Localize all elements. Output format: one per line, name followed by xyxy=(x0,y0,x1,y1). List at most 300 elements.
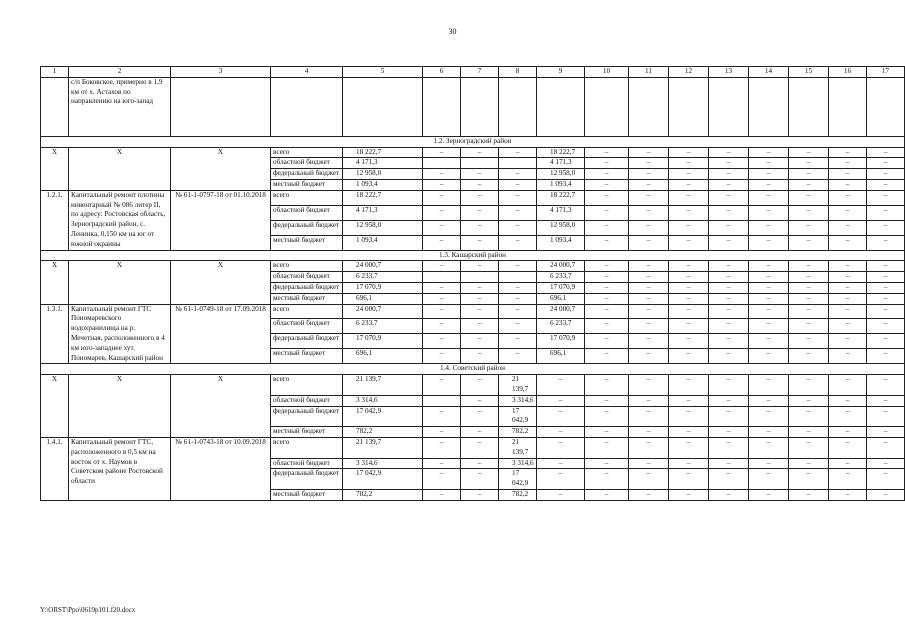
dash-cell: – xyxy=(537,489,585,500)
dash-cell: – xyxy=(867,205,905,220)
dash-cell: – xyxy=(461,261,499,272)
dash-cell: – xyxy=(829,427,867,438)
table-cell xyxy=(829,77,867,136)
value-cell: 18 222,7 xyxy=(537,190,585,205)
dash-cell: – xyxy=(423,261,461,272)
dash-cell: – xyxy=(867,489,905,500)
dash-cell: – xyxy=(749,169,789,180)
dash-cell: – xyxy=(629,293,669,304)
dash-cell: – xyxy=(749,489,789,500)
dash-cell: – xyxy=(669,349,709,364)
dash-cell: – xyxy=(629,179,669,190)
dash-cell: – xyxy=(629,427,669,438)
dash-cell: – xyxy=(709,235,749,250)
dash-cell: – xyxy=(423,319,461,334)
dash-cell: – xyxy=(537,395,585,406)
dash-cell: – xyxy=(537,375,585,396)
dash-cell: – xyxy=(867,375,905,396)
dash-cell: – xyxy=(749,427,789,438)
dash-cell: – xyxy=(867,158,905,169)
row-number-cell: 1.4.1. xyxy=(41,437,69,500)
dash-cell: – xyxy=(829,235,867,250)
dash-cell: – xyxy=(629,469,669,490)
dash-cell: – xyxy=(789,169,829,180)
value-cell: 17 070,9 xyxy=(343,334,423,349)
value-cell: 21 139,7 xyxy=(343,375,423,396)
dash-cell: – xyxy=(829,304,867,319)
value-cell: 1 093,4 xyxy=(343,179,423,190)
dash-cell: – xyxy=(629,406,669,427)
dash-cell: – xyxy=(709,282,749,293)
dash-cell: – xyxy=(669,179,709,190)
dash-cell: – xyxy=(423,220,461,235)
object-name-cell: Х xyxy=(69,375,171,438)
funding-source-cell: всего xyxy=(271,261,343,272)
dash-cell: – xyxy=(629,158,669,169)
dash-cell: – xyxy=(669,293,709,304)
dash-cell: – xyxy=(749,406,789,427)
dash-cell: – xyxy=(829,489,867,500)
funding-source-cell: федеральный бюджет xyxy=(271,469,343,490)
object-name-cell: Капитальный ремонт плотины инвентарный № 086 литер II, по адресу: Ростовская область, Зерноградский район, с. Ленинка, 0,150 км на юг от южной окраины xyxy=(69,190,171,250)
dash-cell: – xyxy=(585,169,629,180)
dash-cell: – xyxy=(867,406,905,427)
dash-cell: – xyxy=(789,158,829,169)
value-cell: 3 314,6 xyxy=(499,458,537,469)
dash-cell: – xyxy=(629,272,669,283)
dash-cell: – xyxy=(461,220,499,235)
row-number-cell: Х xyxy=(41,375,69,438)
dash-cell: – xyxy=(709,437,749,458)
dash-cell: – xyxy=(669,235,709,250)
dash-cell: – xyxy=(789,458,829,469)
dash-cell: – xyxy=(749,220,789,235)
dash-cell: – xyxy=(499,205,537,220)
section-title: 1.2. Зерноградский район xyxy=(41,136,905,147)
dash-cell: – xyxy=(585,272,629,283)
dash-cell: – xyxy=(499,319,537,334)
dash-cell xyxy=(423,272,461,283)
row-number-cell: 1.3.1. xyxy=(41,304,69,364)
dash-cell: – xyxy=(829,437,867,458)
header-cell: 15 xyxy=(789,67,829,78)
value-cell: 24 000,7 xyxy=(537,304,585,319)
dash-cell: – xyxy=(709,334,749,349)
funding-source-cell: федеральный бюджет xyxy=(271,406,343,427)
dash-cell: – xyxy=(669,158,709,169)
table-cell xyxy=(499,77,537,136)
dash-cell: – xyxy=(829,282,867,293)
value-cell: 3 314,6 xyxy=(343,458,423,469)
dash-cell: – xyxy=(709,272,749,283)
value-cell: 782,2 xyxy=(499,489,537,500)
table-cell xyxy=(423,77,461,136)
dash-cell: – xyxy=(669,282,709,293)
dash-cell: – xyxy=(669,147,709,158)
dash-cell: – xyxy=(629,458,669,469)
dash-cell: – xyxy=(709,261,749,272)
dash-cell: – xyxy=(461,489,499,500)
dash-cell: – xyxy=(669,489,709,500)
funding-source-cell: местный бюджет xyxy=(271,235,343,250)
dash-cell: – xyxy=(829,469,867,490)
dash-cell: – xyxy=(789,349,829,364)
dash-cell: – xyxy=(585,293,629,304)
dash-cell: – xyxy=(867,190,905,205)
funding-source-cell: федеральный бюджет xyxy=(271,282,343,293)
dash-cell: – xyxy=(461,395,499,406)
dash-cell: – xyxy=(789,220,829,235)
dash-cell: – xyxy=(585,349,629,364)
funding-source-cell: федеральный бюджет xyxy=(271,169,343,180)
dash-cell: – xyxy=(461,375,499,396)
dash-cell: – xyxy=(829,147,867,158)
dash-cell: – xyxy=(789,375,829,396)
object-name-cell: Х xyxy=(69,261,171,304)
value-cell: 1 093,4 xyxy=(537,179,585,190)
dash-cell: – xyxy=(423,427,461,438)
dash-cell: – xyxy=(499,282,537,293)
document-cell: Х xyxy=(171,261,271,304)
dash-cell: – xyxy=(867,334,905,349)
value-cell: 18 222,7 xyxy=(537,147,585,158)
dash-cell: – xyxy=(499,334,537,349)
dash-cell: – xyxy=(629,147,669,158)
dash-cell: – xyxy=(499,169,537,180)
dash-cell: – xyxy=(709,179,749,190)
object-name-cell: Х xyxy=(69,147,171,190)
dash-cell: – xyxy=(709,489,749,500)
dash-cell: – xyxy=(829,158,867,169)
dash-cell: – xyxy=(669,334,709,349)
dash-cell: – xyxy=(789,437,829,458)
dash-cell: – xyxy=(789,179,829,190)
dash-cell: – xyxy=(709,304,749,319)
value-cell: 696,1 xyxy=(343,349,423,364)
dash-cell: – xyxy=(423,489,461,500)
dash-cell: – xyxy=(585,179,629,190)
dash-cell: – xyxy=(709,349,749,364)
dash-cell: – xyxy=(461,205,499,220)
dash-cell: – xyxy=(829,272,867,283)
dash-cell: – xyxy=(867,293,905,304)
funding-source-cell: областной бюджет xyxy=(271,205,343,220)
dash-cell: – xyxy=(669,406,709,427)
value-cell: 6 233,7 xyxy=(343,319,423,334)
dash-cell: – xyxy=(585,220,629,235)
dash-cell: – xyxy=(423,334,461,349)
dash-cell: – xyxy=(867,179,905,190)
dash-cell: – xyxy=(499,190,537,205)
table-cell xyxy=(789,77,829,136)
header-cell: 4 xyxy=(271,67,343,78)
dash-cell: – xyxy=(867,169,905,180)
dash-cell: – xyxy=(749,147,789,158)
dash-cell: – xyxy=(461,169,499,180)
funding-source-cell: всего xyxy=(271,190,343,205)
header-cell: 7 xyxy=(461,67,499,78)
dash-cell: – xyxy=(789,395,829,406)
dash-cell: – xyxy=(749,293,789,304)
funding-source-cell: областной бюджет xyxy=(271,272,343,283)
dash-cell: – xyxy=(629,319,669,334)
dash-cell: – xyxy=(669,272,709,283)
dash-cell: – xyxy=(423,304,461,319)
dash-cell: – xyxy=(537,427,585,438)
dash-cell: – xyxy=(709,293,749,304)
dash-cell: – xyxy=(829,406,867,427)
dash-cell: – xyxy=(423,293,461,304)
dash-cell: – xyxy=(669,395,709,406)
table-row xyxy=(41,437,905,458)
dash-cell: – xyxy=(629,304,669,319)
header-cell: 1 xyxy=(41,67,69,78)
dash-cell: – xyxy=(789,235,829,250)
dash-cell: – xyxy=(789,304,829,319)
value-cell: 6 233,7 xyxy=(343,272,423,283)
dash-cell xyxy=(499,272,537,283)
dash-cell: – xyxy=(867,304,905,319)
dash-cell: – xyxy=(749,179,789,190)
section-row xyxy=(41,364,905,375)
table-row xyxy=(41,261,905,272)
dash-cell: – xyxy=(709,458,749,469)
dash-cell: – xyxy=(537,469,585,490)
section-title: 1.4. Советский район xyxy=(41,364,905,375)
dash-cell: – xyxy=(829,293,867,304)
dash-cell: – xyxy=(585,395,629,406)
dash-cell: – xyxy=(829,458,867,469)
dash-cell: – xyxy=(749,319,789,334)
value-cell: 3 314,6 xyxy=(343,395,423,406)
footer-file-path: Y:\ORST\Ppo\0619p101.f20.docx xyxy=(40,606,136,614)
dash-cell: – xyxy=(585,147,629,158)
dash-cell: – xyxy=(423,349,461,364)
dash-cell: – xyxy=(423,282,461,293)
dash-cell: – xyxy=(749,205,789,220)
dash-cell: – xyxy=(629,235,669,250)
object-name-cell: Капитальный ремонт ГТС Пономаревского водохранилища на р. Мечетная, расположенного в 4 км юго-западнее хут. Пономарев, Кашарский район xyxy=(69,304,171,364)
dash-cell: – xyxy=(461,235,499,250)
dash-cell: – xyxy=(537,406,585,427)
dash-cell: – xyxy=(709,469,749,490)
dash-cell: – xyxy=(629,349,669,364)
dash-cell: – xyxy=(585,458,629,469)
dash-cell: – xyxy=(585,261,629,272)
document-cell: № 61-1-0743-18 от 10.09.2018 xyxy=(171,437,271,500)
dash-cell xyxy=(423,158,461,169)
dash-cell: – xyxy=(423,235,461,250)
dash-cell: – xyxy=(669,190,709,205)
value-cell: 4 171,3 xyxy=(343,158,423,169)
dash-cell: – xyxy=(867,427,905,438)
table-cell xyxy=(629,77,669,136)
dash-cell: – xyxy=(669,261,709,272)
dash-cell: – xyxy=(867,235,905,250)
table-row xyxy=(41,190,905,205)
dash-cell: – xyxy=(789,261,829,272)
table-cell xyxy=(709,77,749,136)
dash-cell: – xyxy=(423,169,461,180)
dash-cell: – xyxy=(585,205,629,220)
dash-cell: – xyxy=(789,334,829,349)
dash-cell: – xyxy=(461,349,499,364)
table-row xyxy=(41,304,905,319)
dash-cell: – xyxy=(867,147,905,158)
document-cell: Х xyxy=(171,375,271,438)
value-cell: 782,2 xyxy=(499,427,537,438)
dash-cell: – xyxy=(829,334,867,349)
header-cell: 16 xyxy=(829,67,867,78)
dash-cell: – xyxy=(629,334,669,349)
dash-cell: – xyxy=(829,169,867,180)
dash-cell: – xyxy=(585,190,629,205)
dash-cell: – xyxy=(749,469,789,490)
dash-cell: – xyxy=(585,235,629,250)
value-cell: 6 233,7 xyxy=(537,319,585,334)
value-cell: 696,1 xyxy=(537,293,585,304)
value-cell: 24 000,7 xyxy=(343,304,423,319)
dash-cell: – xyxy=(829,220,867,235)
funding-source-cell: всего xyxy=(271,375,343,396)
value-cell: 12 958,0 xyxy=(343,169,423,180)
table-cell xyxy=(867,77,905,136)
value-cell: 6 233,7 xyxy=(537,272,585,283)
dash-cell: – xyxy=(461,334,499,349)
dash-cell: – xyxy=(867,272,905,283)
table-cell xyxy=(749,77,789,136)
dash-cell: – xyxy=(749,458,789,469)
dash-cell: – xyxy=(789,319,829,334)
funding-source-cell: всего xyxy=(271,304,343,319)
value-cell: 3 314,6 xyxy=(499,395,537,406)
dash-cell: – xyxy=(585,282,629,293)
dash-cell: – xyxy=(829,179,867,190)
section-row xyxy=(41,250,905,261)
dash-cell: – xyxy=(585,158,629,169)
dash-cell: – xyxy=(461,427,499,438)
value-cell: 24 000,7 xyxy=(343,261,423,272)
dash-cell: – xyxy=(669,375,709,396)
dash-cell: – xyxy=(585,319,629,334)
dash-cell: – xyxy=(461,190,499,205)
value-cell: 782,2 xyxy=(343,489,423,500)
value-cell: 4 171,3 xyxy=(537,205,585,220)
dash-cell: – xyxy=(829,190,867,205)
table-cell xyxy=(343,77,423,136)
funding-source-cell: областной бюджет xyxy=(271,395,343,406)
dash-cell: – xyxy=(629,395,669,406)
dash-cell: – xyxy=(709,147,749,158)
object-name-cell: Капитальный ремонт ГТС, расположенного в 0,5 км на восток от х. Наумов в Советском районе Ростовской области xyxy=(69,437,171,500)
funding-source-cell: местный бюджет xyxy=(271,293,343,304)
header-row xyxy=(41,67,905,78)
dash-cell: – xyxy=(629,169,669,180)
document-cell: № 61-1-0749-18 от 17.09.2018 xyxy=(171,304,271,364)
value-cell: 21 139,7 xyxy=(343,437,423,458)
dash-cell: – xyxy=(749,437,789,458)
header-cell: 2 xyxy=(69,67,171,78)
dash-cell: – xyxy=(749,395,789,406)
dash-cell: – xyxy=(499,235,537,250)
table-body xyxy=(41,67,905,501)
dash-cell: – xyxy=(423,469,461,490)
dash-cell: – xyxy=(749,235,789,250)
dash-cell: – xyxy=(423,190,461,205)
table-row xyxy=(41,147,905,158)
dash-cell: – xyxy=(709,169,749,180)
header-cell: 14 xyxy=(749,67,789,78)
value-cell: 18 222,7 xyxy=(343,190,423,205)
dash-cell: – xyxy=(461,147,499,158)
table-cell xyxy=(461,77,499,136)
dash-cell xyxy=(461,272,499,283)
funding-source-cell: местный бюджет xyxy=(271,349,343,364)
value-cell: 18 222,7 xyxy=(343,147,423,158)
dash-cell: – xyxy=(829,261,867,272)
header-cell: 11 xyxy=(629,67,669,78)
dash-cell: – xyxy=(789,147,829,158)
dash-cell: – xyxy=(789,272,829,283)
value-cell: 1 093,4 xyxy=(343,235,423,250)
dash-cell: – xyxy=(669,469,709,490)
dash-cell: – xyxy=(709,158,749,169)
value-cell: 12 958,0 xyxy=(537,220,585,235)
dash-cell: – xyxy=(669,220,709,235)
dash-cell: – xyxy=(499,147,537,158)
dash-cell: – xyxy=(461,437,499,458)
dash-cell: – xyxy=(867,349,905,364)
header-cell: 17 xyxy=(867,67,905,78)
dash-cell: – xyxy=(585,437,629,458)
dash-cell: – xyxy=(499,261,537,272)
dash-cell: – xyxy=(789,427,829,438)
dash-cell: – xyxy=(749,261,789,272)
dash-cell: – xyxy=(709,406,749,427)
dash-cell: – xyxy=(423,437,461,458)
value-cell: 17 042,9 xyxy=(499,406,537,427)
header-cell: 6 xyxy=(423,67,461,78)
value-cell: 4 171,3 xyxy=(343,205,423,220)
dash-cell: – xyxy=(461,319,499,334)
document-cell: Х xyxy=(171,147,271,190)
dash-cell: – xyxy=(709,319,749,334)
dash-cell xyxy=(499,158,537,169)
dash-cell: – xyxy=(629,220,669,235)
value-cell: 17 070,9 xyxy=(537,282,585,293)
dash-cell: – xyxy=(669,437,709,458)
row-number-cell: Х xyxy=(41,261,69,304)
row-number-cell: Х xyxy=(41,147,69,190)
dash-cell: – xyxy=(423,147,461,158)
dash-cell xyxy=(423,395,461,406)
dash-cell: – xyxy=(749,375,789,396)
value-cell: 17 042,9 xyxy=(499,469,537,490)
dash-cell: – xyxy=(829,349,867,364)
dash-cell: – xyxy=(585,489,629,500)
value-cell: 782,2 xyxy=(343,427,423,438)
object-name-cell: с/п Боковское, примерно в 1,9 км от х. Астахов по направлению на юго-запад xyxy=(69,77,171,136)
dash-cell: – xyxy=(669,458,709,469)
dash-cell: – xyxy=(499,179,537,190)
dash-cell: – xyxy=(669,319,709,334)
dash-cell: – xyxy=(499,293,537,304)
dash-cell: – xyxy=(499,349,537,364)
dash-cell: – xyxy=(585,304,629,319)
funding-source-cell: местный бюджет xyxy=(271,489,343,500)
dash-cell: – xyxy=(789,489,829,500)
dash-cell: – xyxy=(669,427,709,438)
